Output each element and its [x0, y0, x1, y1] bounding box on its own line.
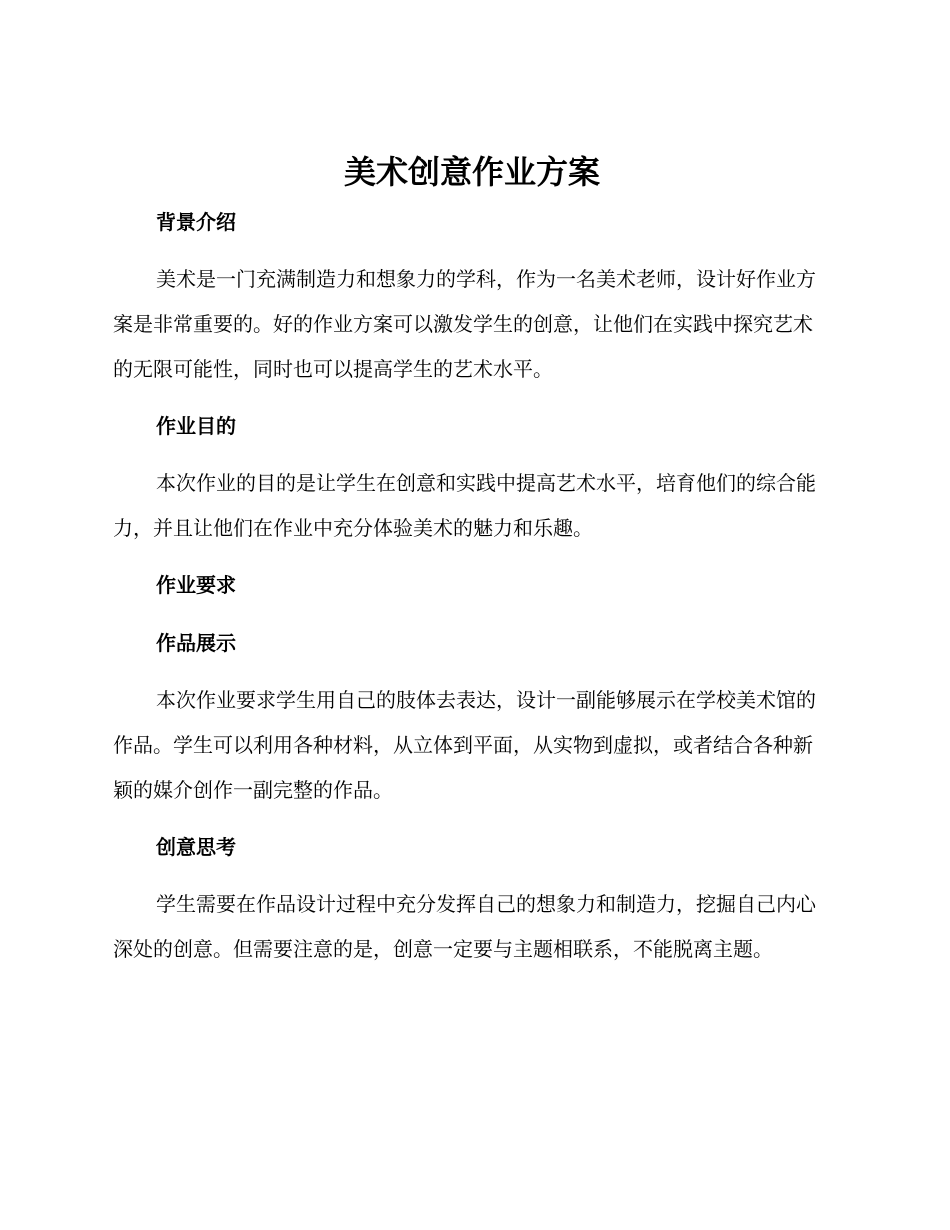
section-heading-creative-thinking: 创意思考: [156, 835, 236, 859]
section-paragraph-purpose: 本次作业的目的是让学生在创意和实践中提高艺术水平，培育他们的综合能力，并且让他们在作业中充分体验美术的魅力和乐趣。: [113, 471, 816, 540]
document-title: 美术创意作业方案: [343, 153, 600, 191]
section-paragraph-background: 美术是一门充满制造力和想象力的学科，作为一名美术老师，设计好作业方案是非常重要的。好的作业方案可以激发学生的创意，让他们在实践中探究艺术的无限可能性，同时也可以提高学生的艺术水平。: [113, 267, 816, 381]
section-heading-showcase: 作品展示: [156, 631, 236, 655]
section-paragraph-showcase: 本次作业要求学生用自己的肢体去表达，设计一副能够展示在学校美术馆的作品。学生可以利用各种材料，从立体到平面，从实物到虚拟，或者结合各种新颖的媒介创作一副完整的作品。: [113, 688, 816, 802]
section-paragraph-creative-thinking: 学生需要在作品设计过程中充分发挥自己的想象力和制造力，挖掘自己内心深处的创意。但需要注意的是，创意一定要与主题相联系，不能脱离主题。: [113, 892, 816, 961]
section-heading-background: 背景介绍: [156, 210, 236, 234]
section-heading-requirements: 作业要求: [156, 573, 236, 597]
section-heading-purpose: 作业目的: [156, 414, 236, 438]
